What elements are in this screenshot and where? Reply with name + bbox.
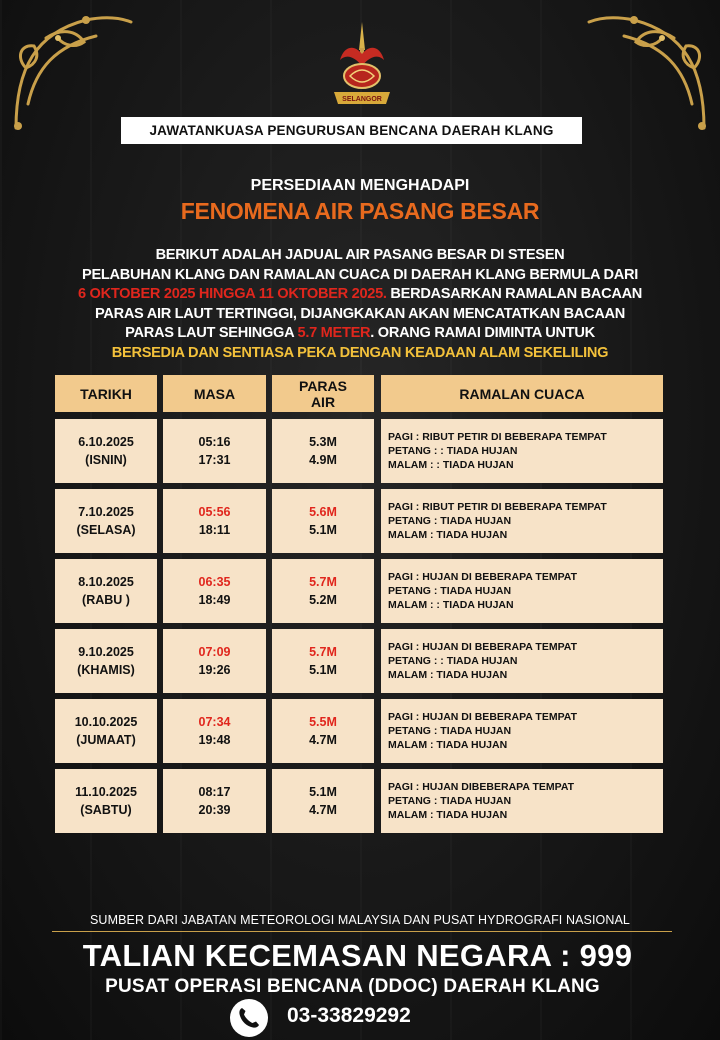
level-cell: [272, 699, 374, 763]
intro-line-5-b: . ORANG RAMAI DIMINTA UNTUK: [370, 325, 595, 341]
level-morning: 5.5M: [309, 715, 337, 729]
weather-petang: PETANG : TIADA HUJAN: [388, 585, 512, 597]
weather-malam: MALAM : TIADA HUJAN: [388, 669, 508, 681]
weather-cell: [381, 559, 663, 623]
level-morning: 5.6M: [309, 505, 337, 519]
level-evening: 4.7M: [309, 803, 337, 817]
date-cell: [55, 769, 157, 833]
day-value: (SABTU): [80, 803, 132, 817]
time-evening: 20:39: [198, 803, 231, 817]
time-cell: [163, 629, 266, 693]
header-ramalan-label: RAMALAN CUACA: [459, 385, 585, 402]
header-tarikh-label: TARIKH: [80, 385, 132, 402]
weather-malam: MALAM : TIADA HUJAN: [388, 529, 508, 541]
weather-cell: [381, 629, 663, 693]
weather-petang: PETANG : TIADA HUJAN: [388, 725, 512, 737]
intro-line-5-a: PARAS LAUT SEHINGGA: [125, 325, 298, 341]
footer-divider: [52, 931, 672, 932]
intro-line-3-rest: BERDASARKAN RAMALAN BACAAN: [386, 286, 643, 302]
time-cell: [163, 559, 266, 623]
time-cell: [163, 699, 266, 763]
level-morning: 5.1M: [309, 785, 337, 799]
corner-ornament-left-icon: [6, 8, 136, 138]
weather-pagi: PAGI : HUJAN DI BEBERAPA TEMPAT: [388, 571, 578, 583]
date-value: 9.10.2025: [78, 645, 134, 659]
time-evening: 18:11: [198, 523, 231, 537]
level-cell: [272, 769, 374, 833]
weather-malam: MALAM : TIADA HUJAN: [388, 739, 508, 751]
time-morning: 08:17: [198, 785, 231, 799]
date-value: 8.10.2025: [78, 575, 134, 589]
date-cell: [55, 559, 157, 623]
weather-pagi: PAGI : RIBUT PETIR DI BEBERAPA TEMPAT: [388, 501, 607, 513]
time-morning: 07:34: [198, 715, 231, 729]
level-cell: [272, 629, 374, 693]
time-evening: 19:26: [198, 663, 231, 677]
weather-pagi: PAGI : RIBUT PETIR DI BEBERAPA TEMPAT: [388, 431, 607, 443]
day-value: (JUMAAT): [76, 733, 136, 747]
weather-petang: PETANG : : TIADA HUJAN: [388, 655, 518, 667]
level-cell: [272, 489, 374, 553]
time-evening: 17:31: [198, 453, 231, 467]
committee-banner: JAWATANKUASA PENGURUSAN BENCANA DAERAH KLANG: [121, 117, 582, 144]
phone-icon: [229, 998, 269, 1038]
time-morning: 07:09: [198, 645, 231, 659]
header-paras-air: [272, 375, 374, 412]
weather-malam: MALAM : : TIADA HUJAN: [388, 599, 514, 611]
day-value: (ISNIN): [85, 453, 127, 467]
selangor-crest-icon: [330, 20, 394, 112]
level-cell: [272, 559, 374, 623]
date-cell: [55, 699, 157, 763]
emergency-hotline: TALIAN KECEMASAN NEGARA : 999: [82, 938, 633, 973]
weather-malam: MALAM : : TIADA HUJAN: [388, 459, 514, 471]
weather-pagi: PAGI : HUJAN DI BEBERAPA TEMPAT: [388, 641, 578, 653]
max-level-highlight: 5.7 METER: [297, 325, 371, 341]
pre-title: PERSEDIAAN MENGHADAPI: [250, 177, 470, 194]
header-air-label: AIR: [310, 393, 336, 410]
time-cell: [163, 769, 266, 833]
header-paras-label: PARAS: [299, 377, 347, 394]
weather-petang: PETANG : : TIADA HUJAN: [388, 445, 518, 457]
header-masa: [163, 375, 266, 412]
level-morning: 5.7M: [309, 645, 337, 659]
level-evening: 4.9M: [309, 453, 337, 467]
level-evening: 5.1M: [309, 523, 337, 537]
date-value: 7.10.2025: [78, 505, 134, 519]
phone-number[interactable]: 03-33829292: [287, 1004, 411, 1027]
date-cell: [55, 629, 157, 693]
weather-malam: MALAM : TIADA HUJAN: [388, 809, 508, 821]
intro-line-5: [0, 324, 720, 344]
time-cell: [163, 419, 266, 483]
intro-line-4: PARAS AIR LAUT TERTINGGI, DIJANGKAKAN AKAN MENCATATKAN BACAAN: [94, 305, 626, 322]
weather-petang: PETANG : TIADA HUJAN: [388, 515, 512, 527]
intro-line-3: [0, 285, 720, 305]
level-cell: [272, 419, 374, 483]
intro-line-1: BERIKUT ADALAH JADUAL AIR PASANG BESAR DI STESEN: [155, 247, 565, 263]
header-tarikh: [55, 375, 157, 412]
weather-pagi: PAGI : HUJAN DI BEBERAPA TEMPAT: [388, 711, 578, 723]
date-value: 10.10.2025: [74, 715, 138, 729]
ddoc-label: PUSAT OPERASI BENCANA (DDOC) DAERAH KLANG: [105, 976, 600, 997]
time-evening: 19:48: [198, 733, 231, 747]
page-title: FENOMENA AIR PASANG BESAR: [180, 198, 540, 224]
time-morning: 06:35: [198, 575, 231, 589]
level-morning: 5.3M: [309, 435, 337, 449]
date-cell: [55, 489, 157, 553]
time-morning: 05:56: [198, 505, 231, 519]
header-masa-label: MASA: [193, 385, 236, 402]
time-morning: 05:16: [198, 435, 231, 449]
weather-pagi: PAGI : HUJAN DIBEBERAPA TEMPAT: [388, 781, 575, 793]
weather-cell: [381, 699, 663, 763]
advice-line: BERSEDIA DAN SENTIASA PEKA DENGAN KEADAAN ALAM SEKELILING: [111, 344, 609, 361]
corner-ornament-right-icon: [584, 8, 714, 138]
day-value: (SELASA): [76, 523, 136, 537]
weather-cell: [381, 419, 663, 483]
date-value: 11.10.2025: [75, 785, 137, 799]
level-evening: 5.1M: [309, 663, 337, 677]
level-evening: 5.2M: [309, 593, 337, 607]
intro-paragraph: [0, 246, 720, 363]
weather-petang: PETANG : TIADA HUJAN: [388, 795, 512, 807]
date-value: 6.10.2025: [78, 435, 134, 449]
level-evening: 4.7M: [309, 733, 337, 747]
level-morning: 5.7M: [309, 575, 337, 589]
date-cell: [55, 419, 157, 483]
day-value: (KHAMIS): [77, 663, 135, 677]
time-evening: 18:49: [198, 593, 231, 607]
source-note: SUMBER DARI JABATAN METEOROLOGI MALAYSIA DAN PUSAT HYDROGRAFI NASIONAL: [90, 913, 630, 927]
intro-line-2: PELABUHAN KLANG DAN RAMALAN CUACA DI DAERAH KLANG BERMULA DARI: [82, 266, 638, 283]
time-cell: [163, 489, 266, 553]
weather-cell: [381, 489, 663, 553]
date-range-highlight: 6 OKTOBER 2025 HINGGA 11 OKTOBER 2025.: [77, 286, 387, 302]
day-value: (RABU ): [82, 593, 130, 607]
header-ramalan-cuaca: [381, 375, 663, 412]
svg-text:SELANGOR: SELANGOR: [342, 96, 382, 103]
weather-cell: [381, 769, 663, 833]
